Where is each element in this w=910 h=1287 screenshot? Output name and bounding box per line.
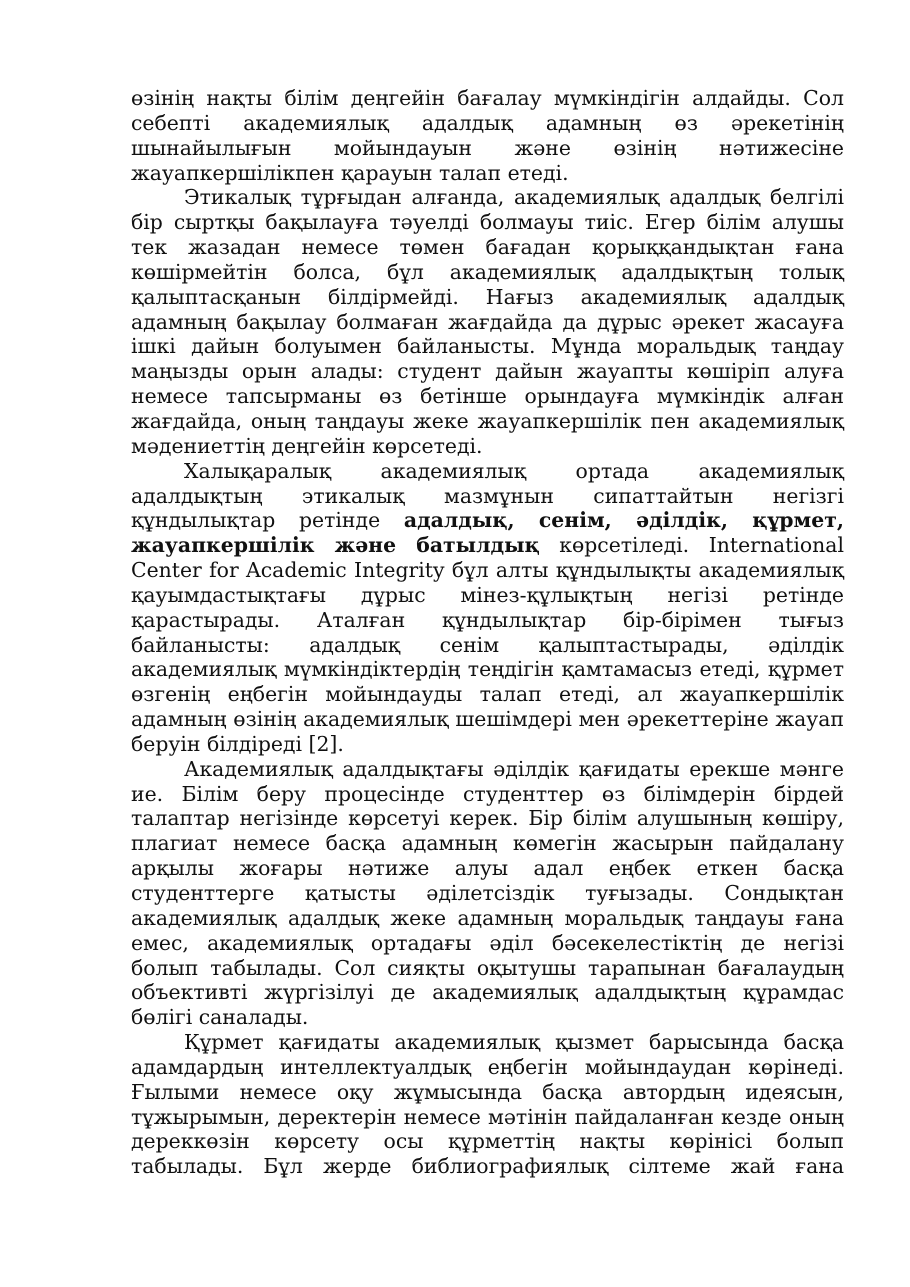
- paragraph-4: Академиялық адалдықтағы әділдік қағидаты ерекше мәнге ие. Білім беру процесінде студенттер өз білімдерін бірдей талаптар негізінде көрсетуі керек. Бір білім алушының көшіру, плагиат немесе басқа адамның көмегін жасырын пайдалану арқылы жоғары нәтиже алуы адал еңбек еткен басқа студенттерге қатысты әділетсіздік туғызады. Сондықтан академиялық адалдық жеке адамның моральдық таңдауы ғана емес, академиялық ортадағы әділ бәсекелестіктің де негізі болып табылады. Сол сияқты оқытушы тарапынан бағалаудың объективті жүргізілуі де академиялық адалдықтың құрамдас бөлігі саналады.: [131, 756, 844, 1030]
- paragraph-5: Құрмет қағидаты академиялық қызмет барысында басқа адамдардың интеллектуалдық еңбегін мойындаудан көрінеді. Ғылыми немесе оқу жұмысында басқа автордың идеясын, тұжырымын, деректерін немесе мәтінін пайдаланған кезде оның дереккөзін көрсету осы құрметтің нақты көрінісі болып табылады. Бұл жерде библиографиялық сілтеме жай ғана: [131, 1030, 844, 1179]
- paragraph-3-lead: Халықаралық академиялық ортада академиялық адалдықтың этикалық мазмұнын сипаттайтын негізгі құндылықтар ретінде: [131, 458, 844, 533]
- body-text: [131, 86, 844, 1179]
- paragraph-3: [131, 459, 844, 757]
- core-values-bold: адалдық, сенім, әділдік, құрмет, жауапкершілік және батылдық: [131, 508, 844, 558]
- paragraph-1: өзінің нақты білім деңгейін бағалау мүмкіндігін алдайды. Сол себепті академиялық адалдық адамның өз әрекетінің шынайылығын мойындауын және өзінің нәтижесіне жауапкершілікпен қарауын талап етеді.: [131, 86, 844, 185]
- paragraph-3-rest: көрсетіледі. International Center for Academic Integrity бұл алты құндылықты академиялық қауымдастықтағы дұрыс мінез-құлықтың негізі ретінде қарастырады. Аталған құндылықтар бір-бірімен тығыз байланысты: адалдық сенім қалыптастырады, әділдік академиялық мүмкіндіктердің теңдігін қамтамасыз етеді, құрмет өзгенің еңбегін мойындауды талап етеді, ал жауапкершілік адамның өзінің академиялық шешімдері мен әрекеттеріне жауап беруін білдіреді [2].: [131, 533, 844, 756]
- paragraph-2: Этикалық тұрғыдан алғанда, академиялық адалдық белгілі бір сыртқы бақылауға тәуелді болмауы тиіс. Егер білім алушы тек жазадан немесе төмен бағадан қорыққандықтан ғана көшірмейтін болса, бұл академиялық адалдықтың толық қалыптасқанын білдірмейді. Нағыз академиялық адалдық адамның бақылау болмаған жағдайда да дұрыс әрекет жасауға ішкі дайын болуымен байланысты. Мұнда моральдық таңдау маңызды орын алады: студент дайын жауапты көшіріп алуға немесе тапсырманы өз бетінше орындауға мүмкіндік алған жағдайда, оның таңдауы жеке жауапкершілік пен академиялық мәдениеттің деңгейін көрсетеді.: [131, 185, 844, 458]
